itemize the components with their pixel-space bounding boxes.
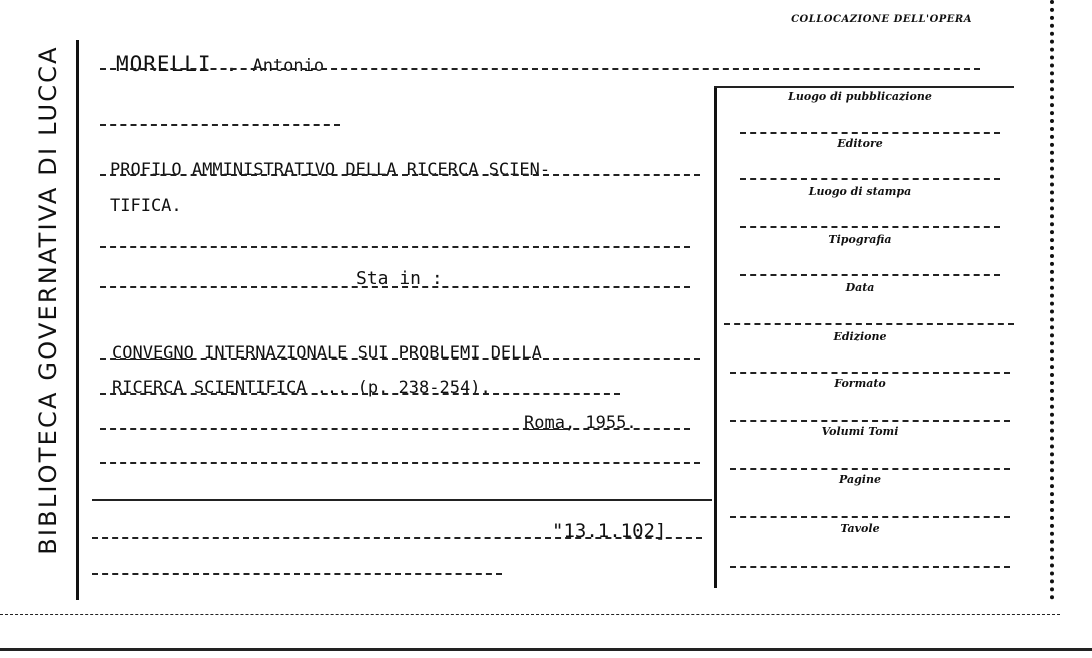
rule [100,358,700,360]
field-rule [714,86,1014,88]
rule [100,286,690,288]
author [116,52,324,76]
column-divider [714,88,717,588]
field-rule [730,516,1010,518]
field-label-volumes: Volumi Tomi [821,425,899,438]
shelfmark: "13.1.102] [552,520,667,542]
conference-line-2: RICERCA SCIENTIFICA ... (p. 238-254). [112,378,491,398]
field-rule [730,372,1010,374]
title-line-2: TIFICA. [110,196,182,216]
rule [100,124,340,126]
rule [92,537,702,539]
contained-in-label: Sta in : [356,268,443,289]
author-given-name: Antonio [252,56,325,76]
field-rule [730,420,1010,422]
publication-year: , 1955. [564,413,637,433]
field-label-edition: Edizione [833,330,887,343]
field-rule [730,566,1010,568]
card-right-edge [1050,0,1070,600]
rule [92,499,712,501]
rule [100,174,700,176]
author-surname: MORELLI . [116,52,239,76]
field-label-plates: Tavole [840,522,880,535]
publication-city: Roma [524,413,565,433]
field-label-date: Data [845,281,875,294]
field-label-publisher: Editore [837,137,883,150]
field-rule [730,468,1010,470]
field-label-format: Formato [834,377,886,390]
conference-line-1 [112,343,542,363]
rule [100,393,620,395]
field-rule [740,274,1000,276]
rule [100,462,700,464]
publication-place [524,413,637,433]
left-margin-rule [76,40,79,600]
rule [100,68,980,70]
rule [0,614,1060,615]
field-rule [740,226,1000,228]
title-line-1: PROFILO AMMINISTRATIVO DELLA RICERCA SCIEN- [110,160,551,180]
field-rule [724,323,1014,325]
field-label-publication-place: Luogo di pubblicazione [788,90,932,103]
rule [100,246,690,248]
field-label-pages: Pagine [839,473,881,486]
field-label-printer: Tipografia [828,233,892,246]
field-rule [740,178,1000,180]
conference-rest: INTERNAZIONALE SUI PROBLEMI DELLA [193,343,542,363]
conference-word: CONVEGNO [112,343,194,363]
location-heading: COLLOCAZIONE DELL'OPERA [791,14,972,25]
rule [100,428,690,430]
card-bottom-rule [0,648,1092,651]
library-label: BIBLIOTECA GOVERNATIVA DI LUCCA [34,45,62,555]
rule [92,573,502,575]
field-label-print-place: Luogo di stampa [808,185,912,198]
field-rule [740,132,1000,134]
